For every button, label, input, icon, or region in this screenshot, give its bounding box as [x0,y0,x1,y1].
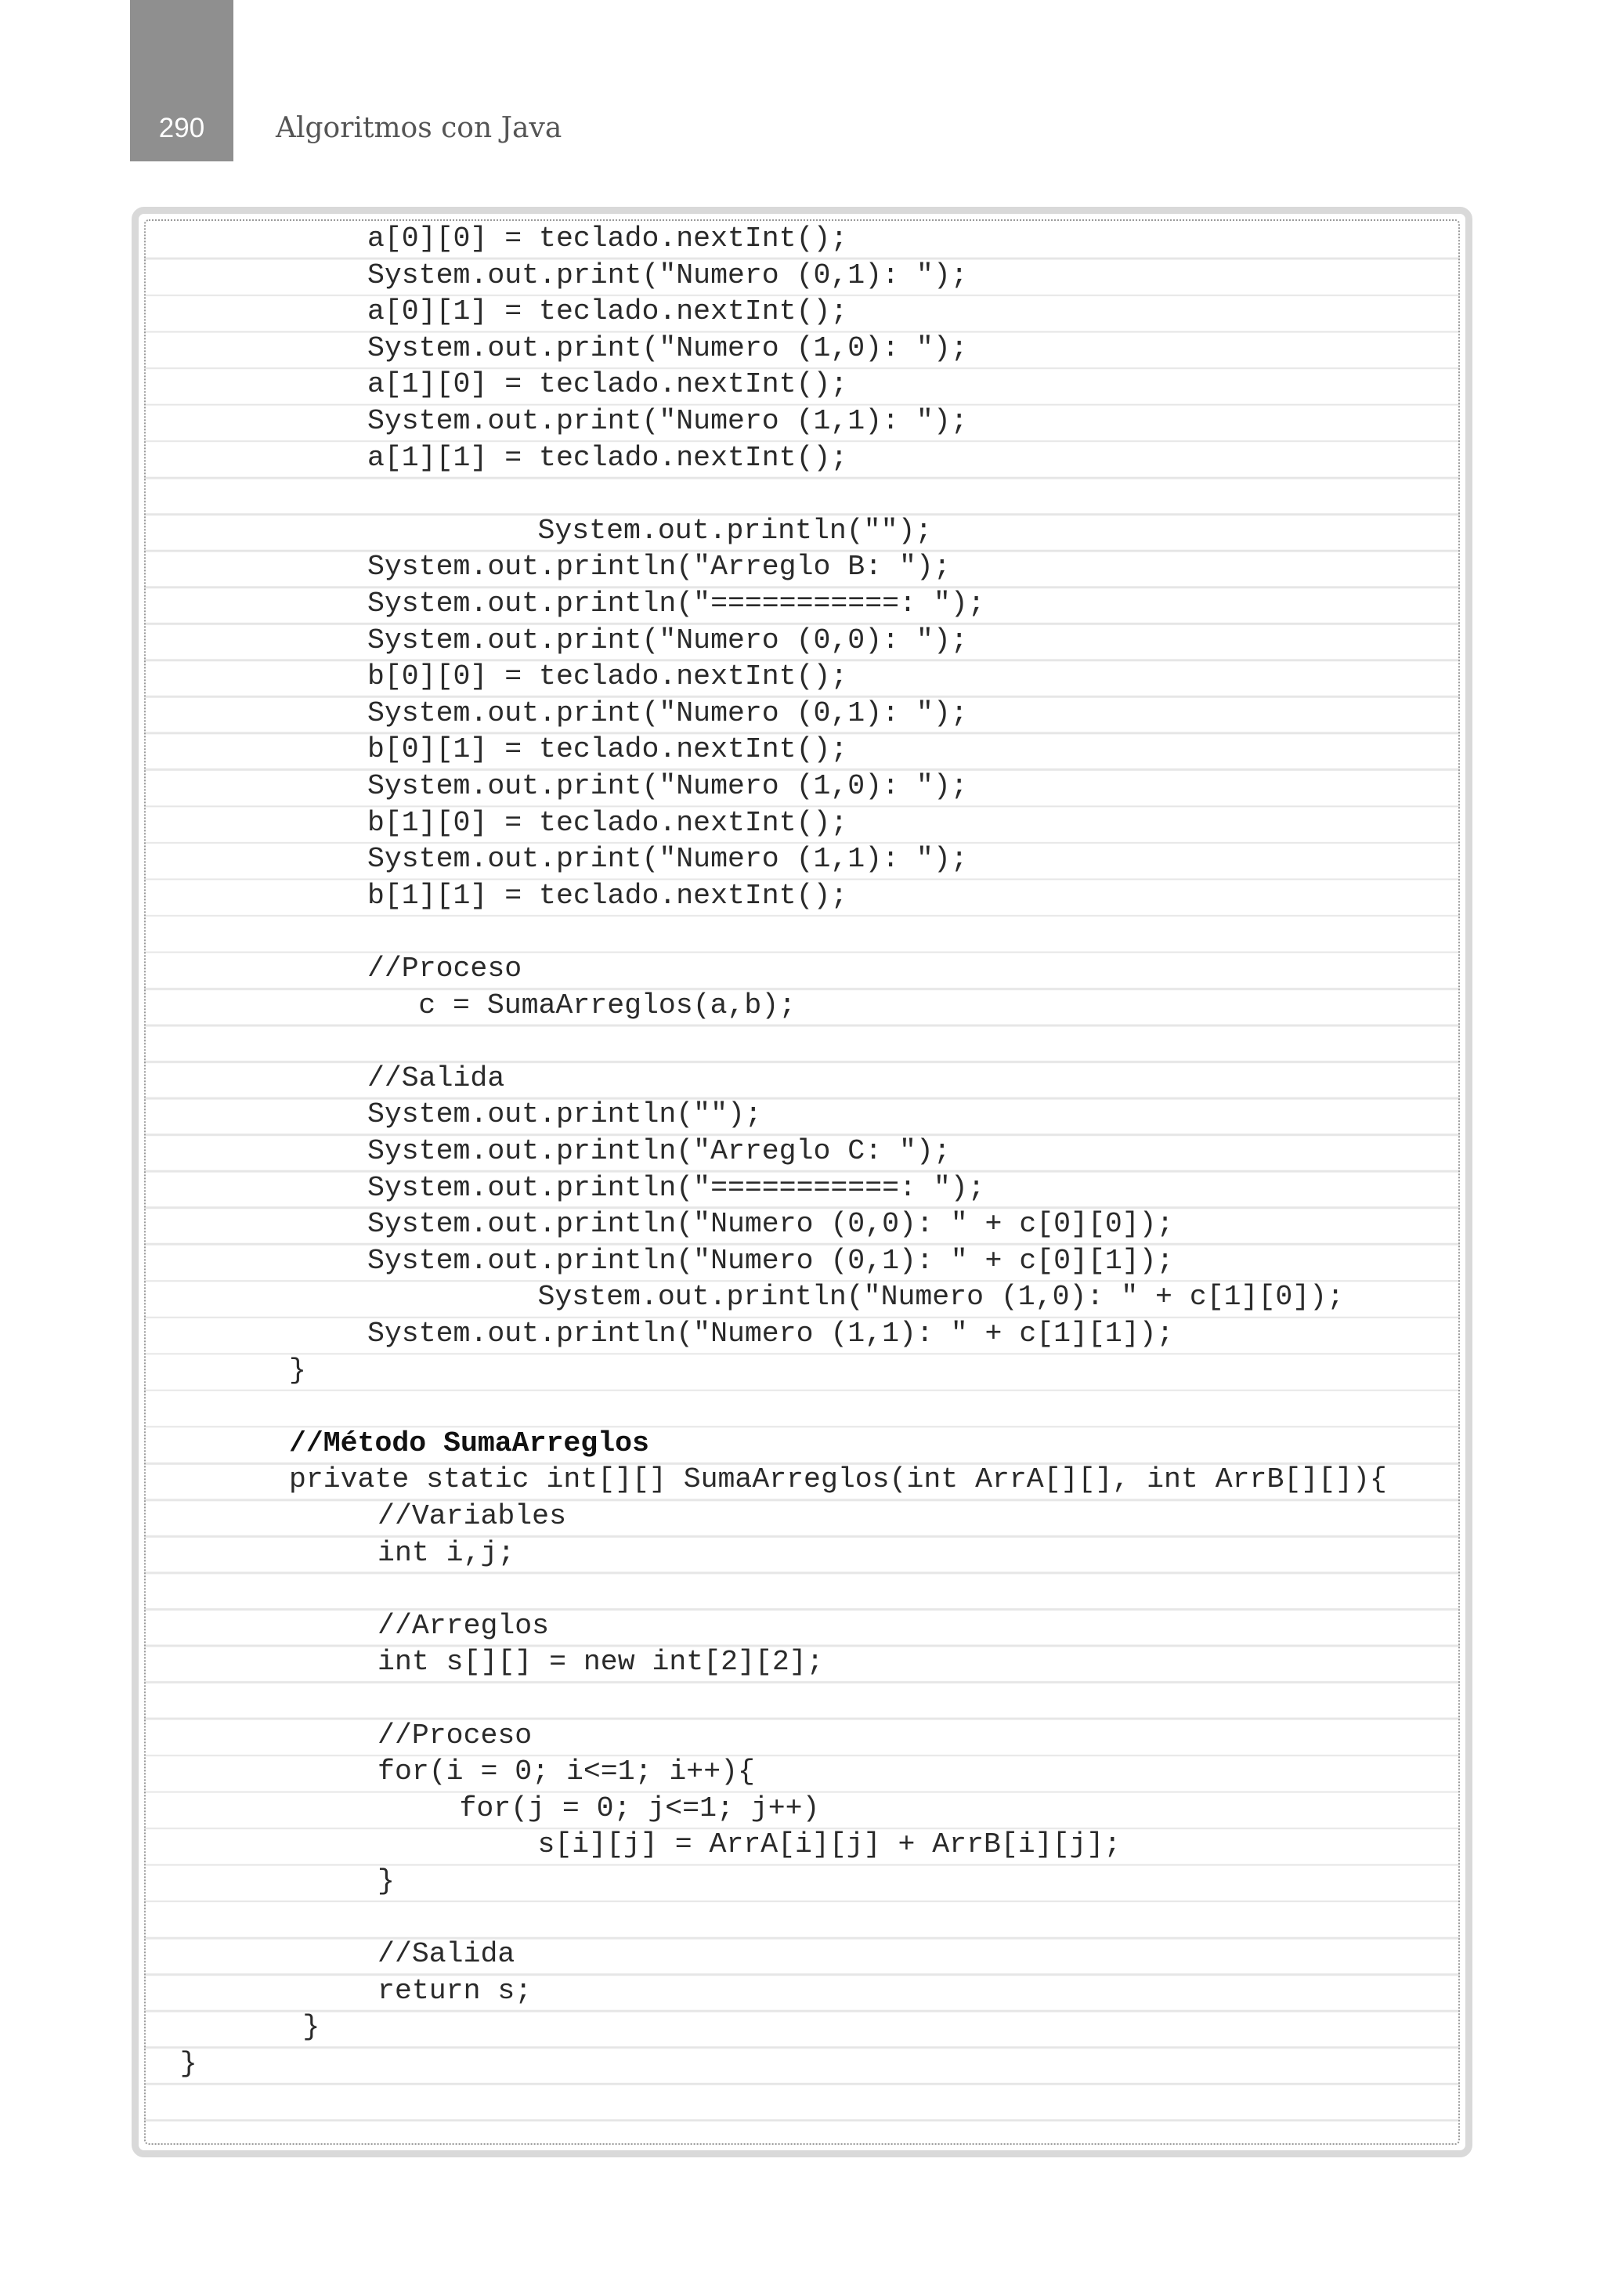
code-line: System.out.println("Numero (0,1): " + c[0][1]); [367,1244,1174,1277]
code-line: b[1][1] = teclado.nextInt(); [367,879,848,912]
code-line: //Arreglos [378,1609,550,1642]
code-line: } [302,2011,320,2044]
code-line: a[0][0] = teclado.nextInt(); [367,222,848,255]
code-line: System.out.print("Numero (1,1): "); [367,405,968,437]
code-line: System.out.println("===========: "); [367,588,985,620]
running-title: Algoritmos con Java [276,112,562,144]
code-line: } [288,1354,306,1387]
code-line: a[1][0] = teclado.nextInt(); [367,368,848,401]
code-line: return s; [378,1974,533,2007]
code-line: System.out.println("Numero (1,1): " + c[1][1]); [367,1318,1174,1350]
code-line: private static int[][] SumaArreglos(int ArrA[][], int ArrB[][]){ [288,1463,1387,1496]
page-number-tab [130,0,233,161]
code-line: System.out.print("Numero (0,1): "); [367,259,968,291]
code-line: b[1][0] = teclado.nextInt(); [367,806,848,839]
code-line: a[0][1] = teclado.nextInt(); [367,295,848,328]
code-line: System.out.print("Numero (0,1): "); [367,696,968,729]
code-line: System.out.println("Arreglo C: "); [367,1135,951,1167]
code-line: //Salida [378,1938,515,1971]
code-line: System.out.println("===========: "); [367,1171,985,1204]
code-line: //Salida [367,1061,505,1094]
code-line: System.out.print("Numero (1,0): "); [367,770,968,802]
code-line: //Método SumaArreglos [288,1426,649,1459]
code-line: a[1][1] = teclado.nextInt(); [367,441,848,474]
page-number: 290 [158,113,205,143]
code-line: System.out.println(""); [537,514,933,547]
code-line: //Proceso [367,953,522,985]
code-line: //Variables [378,1500,566,1532]
code-line: System.out.print("Numero (1,0): "); [367,331,968,364]
code-line: System.out.print("Numero (0,0): "); [367,624,968,656]
code-line: System.out.println("Numero (0,0): " + c[0][0]); [367,1208,1174,1241]
code-line: System.out.println("Arreglo B: "); [367,551,951,584]
code-line: b[0][1] = teclado.nextInt(); [367,733,848,766]
code-listing-frame [132,207,1472,2157]
code-line: System.out.println(""); [367,1098,762,1131]
code-line: int i,j; [378,1536,515,1569]
code-line: System.out.println("Numero (1,0): " + c[1][0]); [537,1281,1344,1314]
code-line: //Proceso [378,1719,533,1752]
code-line: for(i = 0; i<=1; i++){ [378,1755,755,1788]
code-listing [144,219,1460,2145]
code-line: } [179,2048,197,2080]
code-line: System.out.print("Numero (1,1): "); [367,843,968,876]
code-line: } [378,1865,395,1897]
code-line: for(j = 0; j<=1; j++) [459,1792,820,1824]
code-line: s[i][j] = ArrA[i][j] + ArrB[i][j]; [537,1828,1122,1861]
code-line: b[0][0] = teclado.nextInt(); [367,660,848,693]
code-line: int s[][] = new int[2][2]; [378,1646,824,1679]
code-line: c = SumaArreglos(a,b); [418,989,797,1021]
